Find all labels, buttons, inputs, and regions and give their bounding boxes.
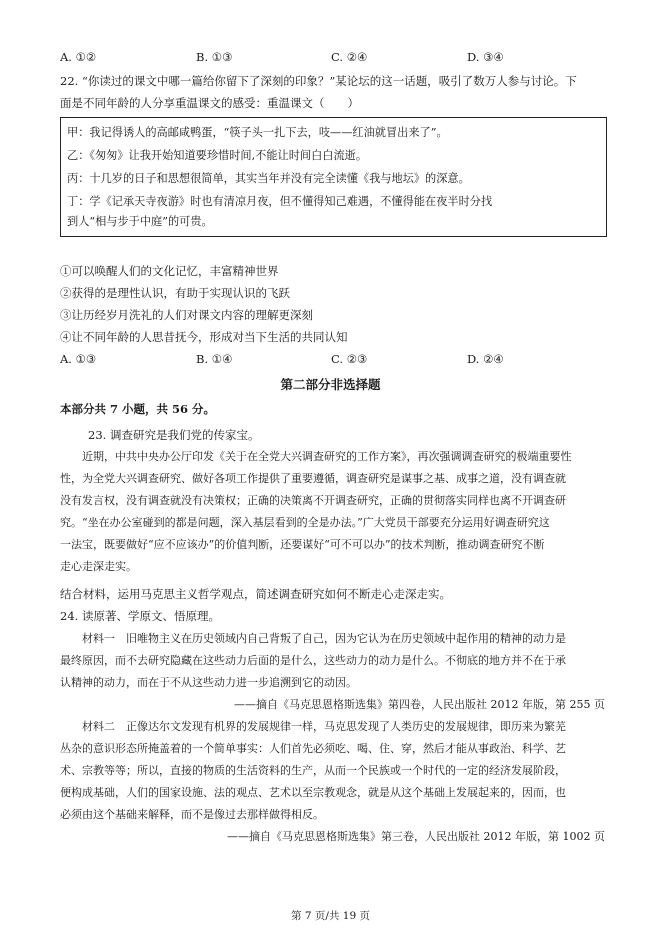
q24-m2-line: 材料二 正像达尔文发现有机界的发展规律一样，马克思发现了人类历史的发展规律，即历来为繁芜 xyxy=(82,720,566,733)
q22-statement-2: ②获得的是理性认识，有助于实现认识的飞跃 xyxy=(60,286,290,300)
q22-quote-jia: 甲：我记得诱人的高邮咸鸭蛋，“筷子头一扎下去，吱——红油就冒出来了”。 xyxy=(67,126,448,139)
q24-m1-line: 材料一 旧唯物主义在历史领域内自己背叛了自己，因为它认为在历史领域中起作用的精神的动力是 xyxy=(82,632,566,645)
q22-stem-line2: 面是不同年龄的人分享重温课文的感受：重温课文（ ） xyxy=(60,96,359,110)
q22-quote-ding: 丁：学《记承天寺夜游》时也有清凉月夜，但不懂得知己难遇，不懂得能在夜半时分找 xyxy=(67,195,493,208)
q24-m1-line: 最终原因，而不去研究隐藏在这些动力后面的是什么，这些动力的动力是什么。不彻底的地方并不在于承 xyxy=(60,654,566,667)
q23-para-line: 走心走深走实。 xyxy=(60,560,137,573)
q24-m1-source: ——摘自《马克思恩格斯选集》第四卷，人民出版社 2012 年版，第 255 页 xyxy=(234,698,605,711)
q24-m1-line: 认精神的动力，而在于不从这些动力进一步追溯到它的动因。 xyxy=(60,676,357,689)
q22-statement-3: ③让历经岁月洗礼的人们对课文内容的理解更深刻 xyxy=(60,308,313,322)
q21-option-b: B. ①③ xyxy=(196,50,233,64)
q23-question: 结合材料，运用马克思主义哲学观点，简述调查研究如何不断走心走深走实。 xyxy=(60,587,451,601)
page-footer: 第 7 页/共 19 页 xyxy=(291,910,370,922)
q23-title: 23. 调查研究是我们党的传家宝。 xyxy=(88,428,260,442)
q22-quote-bing: 丙：十几岁的日子和思想很简单，其实当年并没有完全读懂《我与地坛》的深意。 xyxy=(67,172,470,185)
q24-m2-line: 必须由这个基础来解释，而不是像过去那样做得相反。 xyxy=(60,808,324,821)
q24-m2-line: 术、宗教等等；所以，直接的物质的生活资料的生产，从而一个民族或一个时代的一定的经济发展阶段， xyxy=(60,764,566,777)
part2-title: 第二部分非选择题 xyxy=(280,377,381,392)
q23-para-line: 近期，中共中央办公厅印发《关于在全党大兴调查研究的工作方案》，再次强调调查研究的极端重要性 xyxy=(82,450,572,463)
q22-option-b: B. ①④ xyxy=(196,352,233,366)
q24-m2-source: ——摘自《马克思恩格斯选集》第三卷，人民出版社 2012 年版，第 1002 页 xyxy=(227,830,605,843)
q22-statement-4: ④让不同年龄的人思昔抚今，形成对当下生活的共同认知 xyxy=(60,330,348,344)
q21-option-a: A. ①② xyxy=(60,50,97,64)
q22-statement-1: ①可以唤醒人们的文化记忆，丰富精神世界 xyxy=(60,264,279,278)
q22-quote-yi: 乙：《匆匆》让我开始知道要珍惜时间,不能让时间白白流逝。 xyxy=(67,149,368,162)
q21-option-d: D. ③④ xyxy=(467,50,504,64)
q23-para-line: 一法宝，既要做好“应不应该办”的价值判断，还要谋好“可不可以办”的技术判断，推动调查研究不断 xyxy=(60,538,545,551)
part2-note: 本部分共 7 小题，共 56 分。 xyxy=(60,402,216,416)
q21-option-c: C. ②④ xyxy=(331,50,368,64)
q24-m2-line: 便构成基础，人们的国家设施、法的观点、艺术以至宗教观念，就是从这个基础上发展起来的，因而，也 xyxy=(60,786,566,799)
q24-material-1 xyxy=(60,628,605,716)
q22-quote-box xyxy=(60,117,607,237)
q24-m2-line: 丛杂的意识形态所掩盖着的一个简单事实：人们首先必须吃、喝、住、穿，然后才能从事政治、科学、艺 xyxy=(60,742,566,755)
q23-material xyxy=(60,446,605,578)
q22-option-d: D. ②④ xyxy=(467,352,504,366)
q23-para-line: 没有发言权，没有调查就没有决策权；正确的决策离不开调查研究，正确的贯彻落实同样也离不开调查研 xyxy=(60,494,566,507)
q22-stem-line1: 22. “你读过的课文中哪一篇给你留下了深刻的印象？”某论坛的这一话题，吸引了数万人参与讨论。下 xyxy=(60,74,577,88)
q22-quote-ding-cont: 到人“相与步于中庭”的可贵。 xyxy=(67,215,213,228)
q24-title: 24. 读原著、学原文、悟原理。 xyxy=(60,609,220,623)
q22-option-a: A. ①③ xyxy=(60,352,97,366)
q23-para-line: 究。“坐在办公室碰到的都是问题，深入基层看到的全是办法。”广大党员干部要充分运用好调查研究这 xyxy=(60,516,550,529)
q23-para-line: 性，为全党大兴调查研究、做好各项工作提供了重要遵循，调查研究是谋事之基、成事之道，没有调查就 xyxy=(60,472,566,485)
q22-option-c: C. ②③ xyxy=(331,352,368,366)
q24-material-2 xyxy=(60,716,605,848)
